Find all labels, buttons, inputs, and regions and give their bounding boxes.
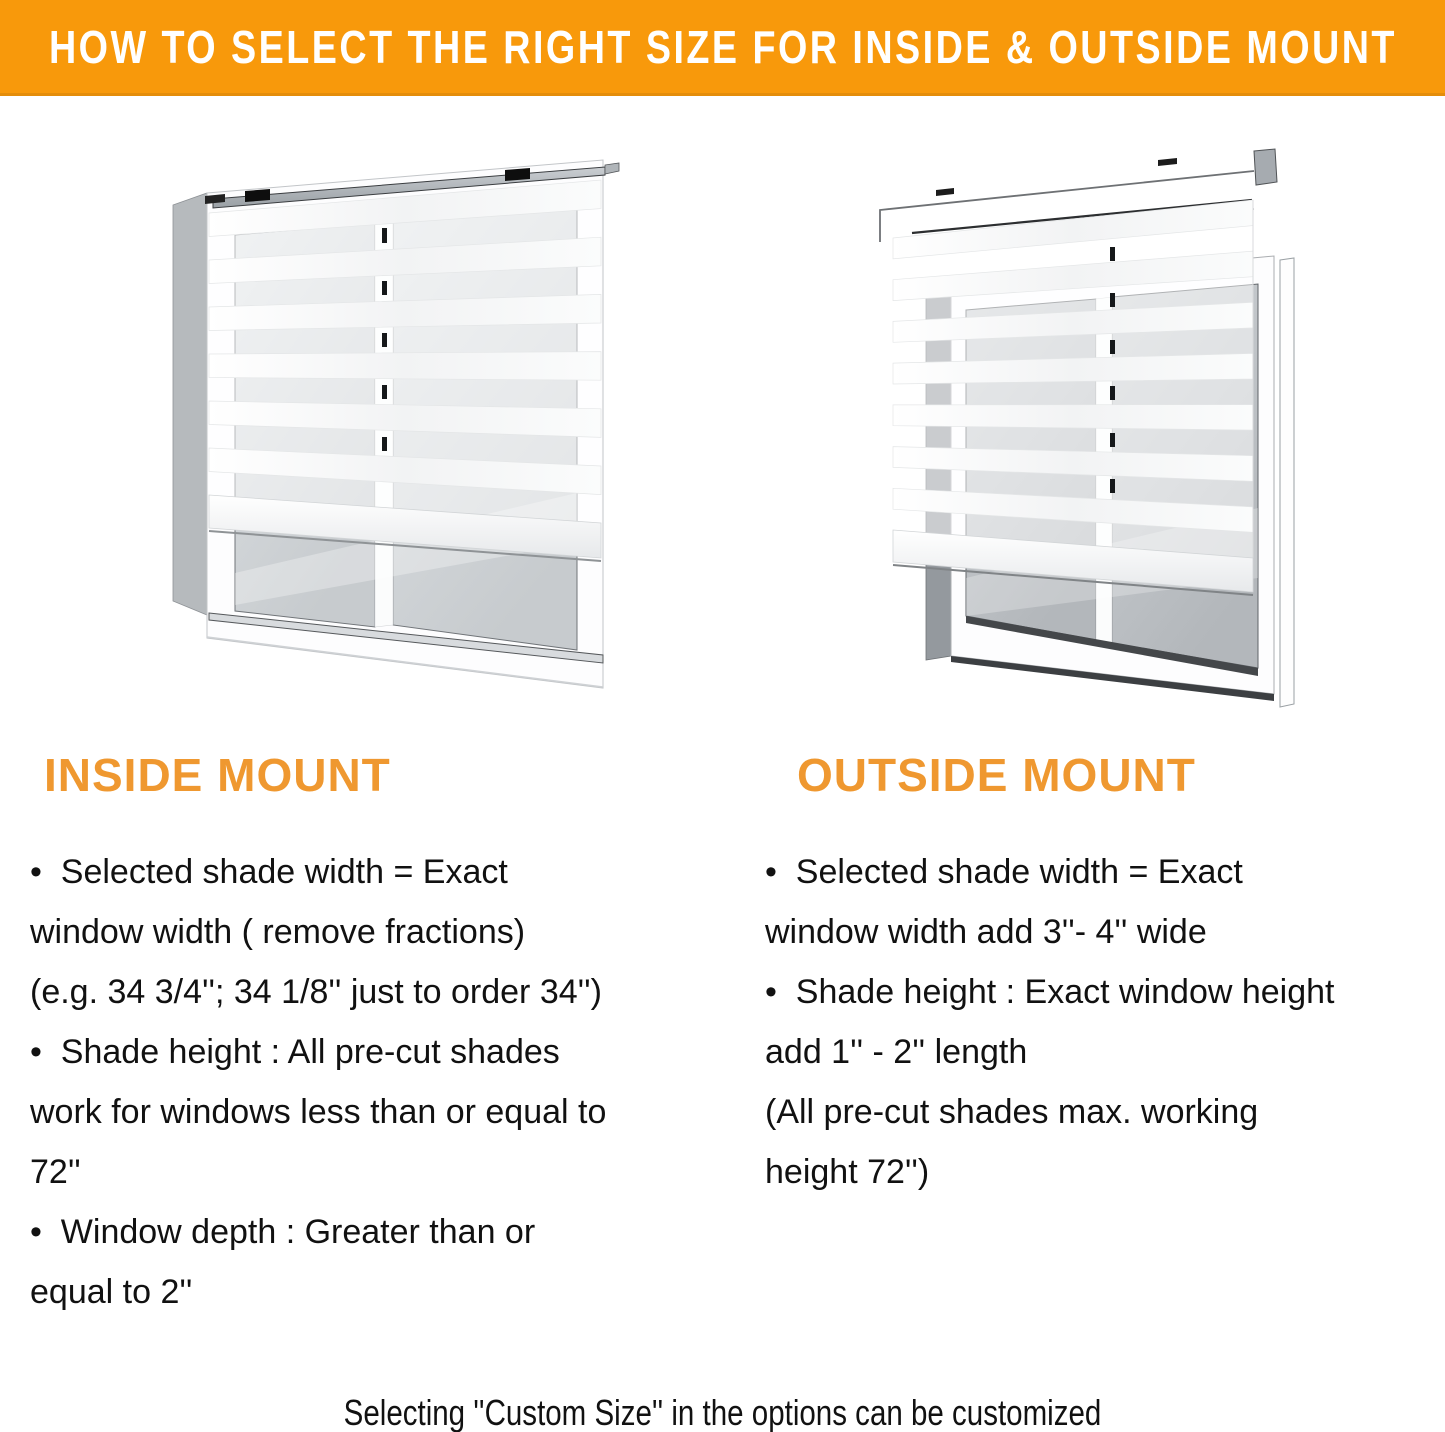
- inside-mount-illustration: [155, 143, 625, 708]
- inside-mount-heading: INSIDE MOUNT: [44, 749, 391, 801]
- instruction-line: add 1'' - 2'' length: [765, 1033, 1028, 1071]
- instruction-line: • Selected shade width = Exact: [30, 853, 508, 891]
- instruction-line: equal to 2'': [30, 1273, 193, 1311]
- end-cap: [1254, 149, 1277, 185]
- screw-mark-icon: [1158, 158, 1177, 166]
- outside-mount-window-graphic: [850, 138, 1305, 738]
- instruction-line: • Window depth : Greater than or: [30, 1213, 536, 1251]
- instruction-line: height 72''): [765, 1153, 930, 1191]
- mounting-bracket-icon: [505, 168, 530, 181]
- banner: [0, 0, 1445, 96]
- inside-mount-window-graphic: [155, 143, 625, 708]
- zebra-shade: [893, 200, 1253, 595]
- instruction-line: • Shade height : Exact window height: [765, 973, 1335, 1011]
- instruction-line: 72'': [30, 1153, 81, 1191]
- instruction-line: (All pre-cut shades max. working: [765, 1093, 1259, 1131]
- footer-note: Selecting ''Custom Size'' in the options can be customized: [343, 1392, 1102, 1432]
- instruction-line: window width add 3''- 4'' wide: [765, 913, 1207, 951]
- instruction-line: window width ( remove fractions): [30, 913, 526, 951]
- outside-mount-instructions: [765, 842, 1437, 1202]
- mounting-bracket-icon: [245, 189, 270, 202]
- inside-mount-instructions: [30, 842, 742, 1322]
- instruction-line: work for windows less than or equal to: [30, 1093, 607, 1131]
- instruction-line: (e.g. 34 3/4''; 34 1/8'' just to order 34''): [30, 973, 602, 1011]
- instruction-line: • Selected shade width = Exact: [765, 853, 1243, 891]
- outside-mount-heading: OUTSIDE MOUNT: [797, 749, 1196, 801]
- instruction-line: • Shade height : All pre-cut shades: [30, 1033, 560, 1071]
- zebra-shade: [209, 180, 601, 561]
- banner-title: HOW TO SELECT THE RIGHT SIZE FOR INSIDE & OUTSIDE MOUNT: [48, 20, 1397, 73]
- screw-mark-icon: [936, 188, 954, 196]
- outside-mount-illustration: [850, 138, 1305, 738]
